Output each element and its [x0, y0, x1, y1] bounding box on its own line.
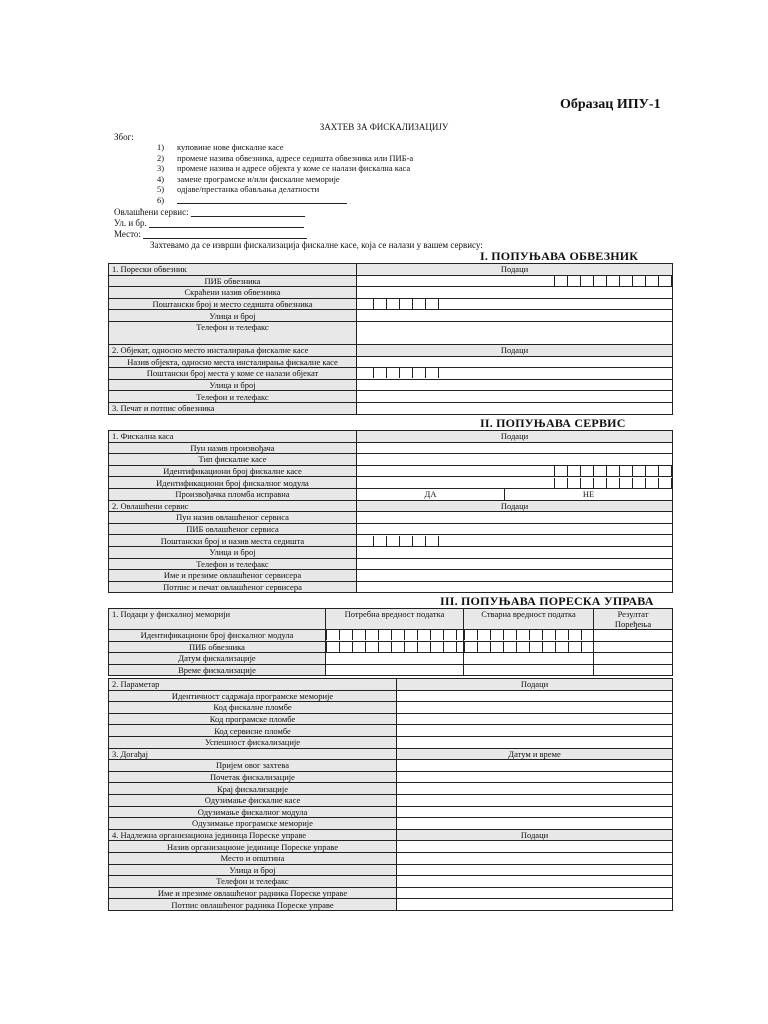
- table-row: 2. Параметар Подаци: [109, 679, 673, 691]
- result-cell[interactable]: [594, 630, 673, 642]
- table-row: [109, 402, 673, 414]
- table-row: 1. Фискална каса Подаци: [109, 431, 673, 443]
- input-cell[interactable]: [397, 818, 673, 830]
- table-row: Улица и број: [109, 379, 673, 391]
- table-row: Код програмске пломбе: [109, 713, 673, 725]
- table-row: Телефон и телефакс: [109, 391, 673, 403]
- table-row: [109, 264, 673, 276]
- input-cell[interactable]: [357, 558, 673, 570]
- input-cell[interactable]: [357, 287, 673, 299]
- table-row: Потпис и печат овлашћеног сервисера: [109, 581, 673, 593]
- table-row: Име и презиме овлашћеног сервисера: [109, 570, 673, 582]
- table-row: Код фискалне пломбе: [109, 702, 673, 714]
- postal-boxes[interactable]: [357, 535, 673, 547]
- input-cell[interactable]: [357, 523, 673, 535]
- input-cell[interactable]: [357, 379, 673, 391]
- input-cell[interactable]: [397, 887, 673, 899]
- boxes-cell[interactable]: [464, 641, 594, 653]
- table-row: Произвођачка пломба исправна ДА НЕ: [109, 488, 673, 500]
- table-row: Крај фискализације: [109, 783, 673, 795]
- table-row: Идентификациони број фискалне касе: [109, 465, 673, 477]
- section-label: 3. Печат и потпис обвезника: [109, 402, 357, 414]
- table-row: Датум фискализације: [109, 653, 673, 665]
- boxes-cell[interactable]: [464, 630, 594, 642]
- result-cell[interactable]: [594, 641, 673, 653]
- input-cell[interactable]: [397, 783, 673, 795]
- section-2-table: [108, 430, 673, 593]
- table-row: Идентификациони број фискалног модула: [109, 630, 673, 642]
- reason-item[interactable]: 5) одјаве/престанка обављања делатности: [157, 184, 320, 195]
- section-label: 1. Порески обвезник: [109, 264, 357, 276]
- form-title: ЗАХТЕВ ЗА ФИСКАЛИЗАЦИЈУ: [319, 122, 449, 132]
- boxes-cell[interactable]: [326, 630, 464, 642]
- input-cell[interactable]: [464, 664, 594, 676]
- table-row: 2. Овлашћени сервис Подаци: [109, 500, 673, 512]
- table-row: ПИБ обвезника: [109, 275, 673, 287]
- input-cell[interactable]: [397, 864, 673, 876]
- section-label: 2. Објекат, односно место инсталирања фискалне касе: [109, 344, 357, 356]
- section-3-memory-table: [108, 608, 673, 676]
- reasons-list: [157, 142, 413, 206]
- reason-item[interactable]: 1) куповине нове фискалне касе: [157, 142, 284, 152]
- result-cell[interactable]: [594, 653, 673, 665]
- table-row: Скраћени назив обвезника: [109, 287, 673, 299]
- signature-cell[interactable]: [357, 581, 673, 593]
- input-cell[interactable]: [357, 310, 673, 322]
- reason-item[interactable]: 4) замене програмске и/или фискалне меморије: [157, 173, 340, 184]
- input-cell[interactable]: [397, 841, 673, 853]
- postal-boxes[interactable]: [357, 298, 673, 310]
- no-cell[interactable]: НЕ: [505, 488, 673, 500]
- table-row: Назив организационе јединице Пореске управе: [109, 841, 673, 853]
- input-cell[interactable]: [397, 702, 673, 714]
- col-actual: Стварна вредност податка: [464, 609, 594, 630]
- input-cell[interactable]: [326, 664, 464, 676]
- section-label: 4. Надлежна организациона јединица Пореске управе: [109, 829, 397, 841]
- table-row: Пун назив произвођача: [109, 442, 673, 454]
- table-row: ПИБ овлашћеног сервиса: [109, 523, 673, 535]
- input-cell[interactable]: [397, 806, 673, 818]
- input-cell[interactable]: [326, 653, 464, 665]
- yes-cell[interactable]: ДА: [357, 488, 505, 500]
- id-boxes[interactable]: [357, 465, 673, 477]
- input-cell[interactable]: [357, 442, 673, 454]
- input-cell[interactable]: [397, 725, 673, 737]
- input-cell[interactable]: [357, 356, 673, 368]
- input-cell[interactable]: [357, 321, 673, 344]
- id-boxes[interactable]: [357, 477, 673, 489]
- input-cell[interactable]: [357, 454, 673, 466]
- input-cell[interactable]: [397, 713, 673, 725]
- table-row: Место и општина: [109, 852, 673, 864]
- data-header: Подаци: [357, 264, 673, 276]
- table-row: Тип фискалне касе: [109, 454, 673, 466]
- input-cell[interactable]: [464, 653, 594, 665]
- table-row: Телефон и телефакс: [109, 321, 673, 344]
- input-cell[interactable]: [397, 690, 673, 702]
- signature-cell[interactable]: [397, 899, 673, 911]
- section-label: 1. Подаци у фискалној меморији: [109, 609, 326, 630]
- table-row: Име и презиме овлашћеног радника Пореске управе: [109, 887, 673, 899]
- table-row: Улица и број: [109, 546, 673, 558]
- section-label: 2. Овлашћени сервис: [109, 500, 357, 512]
- input-cell[interactable]: [357, 512, 673, 524]
- request-text: Захтевамо да се изврши фискализација фискалне касе, која се налази у вашем сервису:: [150, 240, 483, 250]
- table-row: Поштански број и место седишта обвезника: [109, 298, 673, 310]
- col-required: Потребна вредност податка: [326, 609, 464, 630]
- postal-boxes[interactable]: [357, 368, 673, 380]
- because-label: Због:: [114, 132, 134, 142]
- section-label: 1. Фискална каса: [109, 431, 357, 443]
- table-row: Време фискализације: [109, 664, 673, 676]
- table-row: Телефон и телефакс: [109, 876, 673, 888]
- table-row: Одузимање фискалног модула: [109, 806, 673, 818]
- table-row: Улица и број: [109, 310, 673, 322]
- service-field[interactable]: Овлашћени сервис:: [114, 207, 305, 217]
- reason-item-other[interactable]: 6): [157, 195, 413, 206]
- table-row: Код сервисне пломбе: [109, 725, 673, 737]
- section-3-params-table: [108, 678, 673, 911]
- table-row: Телефон и телефакс: [109, 558, 673, 570]
- input-cell[interactable]: [397, 736, 673, 748]
- reason-item[interactable]: 3) промене назива и адресе објекта у коме се налази фискална каса: [157, 163, 411, 174]
- table-row: Одузимање програмске меморије: [109, 818, 673, 830]
- col-result: Резултат Поређења: [594, 609, 673, 630]
- input-cell[interactable]: [357, 391, 673, 403]
- input-cell[interactable]: [357, 546, 673, 558]
- section-label: 3. Догађај: [109, 748, 397, 760]
- table-row: 4. Надлежна организациона јединица Пореске управе Подаци: [109, 829, 673, 841]
- table-row: Поштански број и назив места седишта: [109, 535, 673, 547]
- table-row: Пријем овог захтева: [109, 760, 673, 772]
- table-row: Улица и број: [109, 864, 673, 876]
- place-field[interactable]: Место:: [114, 229, 307, 239]
- table-row: Потпис овлашћеног радника Пореске управе: [109, 899, 673, 911]
- section-2-heading: II. ПОПУЊАВА СЕРВИС: [480, 416, 626, 430]
- table-row: [109, 609, 673, 630]
- other-reason-line[interactable]: [177, 195, 347, 204]
- input-cell[interactable]: [357, 570, 673, 582]
- input-cell[interactable]: [397, 876, 673, 888]
- section-1-heading: I. ПОПУЊАВА ОБВЕЗНИК: [480, 249, 639, 263]
- table-row: Поштански број места у коме се налази објекат: [109, 368, 673, 380]
- input-cell[interactable]: [397, 852, 673, 864]
- input-cell[interactable]: [397, 794, 673, 806]
- signature-cell[interactable]: [357, 402, 673, 414]
- table-row: Пун назив овлашћеног сервиса: [109, 512, 673, 524]
- table-row: Одузимање фискалне касе: [109, 794, 673, 806]
- table-row: Успешност фискализације: [109, 736, 673, 748]
- input-cell[interactable]: [397, 771, 673, 783]
- table-row: 3. Догађај Датум и време: [109, 748, 673, 760]
- table-row: ПИБ обвезника: [109, 641, 673, 653]
- input-cell[interactable]: [397, 760, 673, 772]
- section-3-heading: III. ПОПУЊАВА ПОРЕСКА УПРАВА: [440, 594, 654, 608]
- street-field[interactable]: Ул. и бр.: [114, 218, 304, 228]
- result-cell[interactable]: [594, 664, 673, 676]
- table-row: 2. Објекат, односно место инсталирања фискалне касе Подаци: [109, 344, 673, 356]
- table-row: Идентичност садржаја програмске меморије: [109, 690, 673, 702]
- reason-item[interactable]: 2) промене назива обвезника, адресе седишта обвезника или ПИБ-а: [157, 152, 414, 163]
- table-row: Идентификациони број фискалног модула: [109, 477, 673, 489]
- pib-boxes[interactable]: [357, 275, 673, 287]
- table-row: Почетак фискализације: [109, 771, 673, 783]
- boxes-cell[interactable]: [326, 641, 464, 653]
- section-1-table: [108, 263, 673, 415]
- section-label: 2. Параметар: [109, 679, 397, 691]
- table-row: Назив објекта, односно места инсталирања фискалне касе: [109, 356, 673, 368]
- form-id: Образац ИПУ-1: [560, 97, 661, 112]
